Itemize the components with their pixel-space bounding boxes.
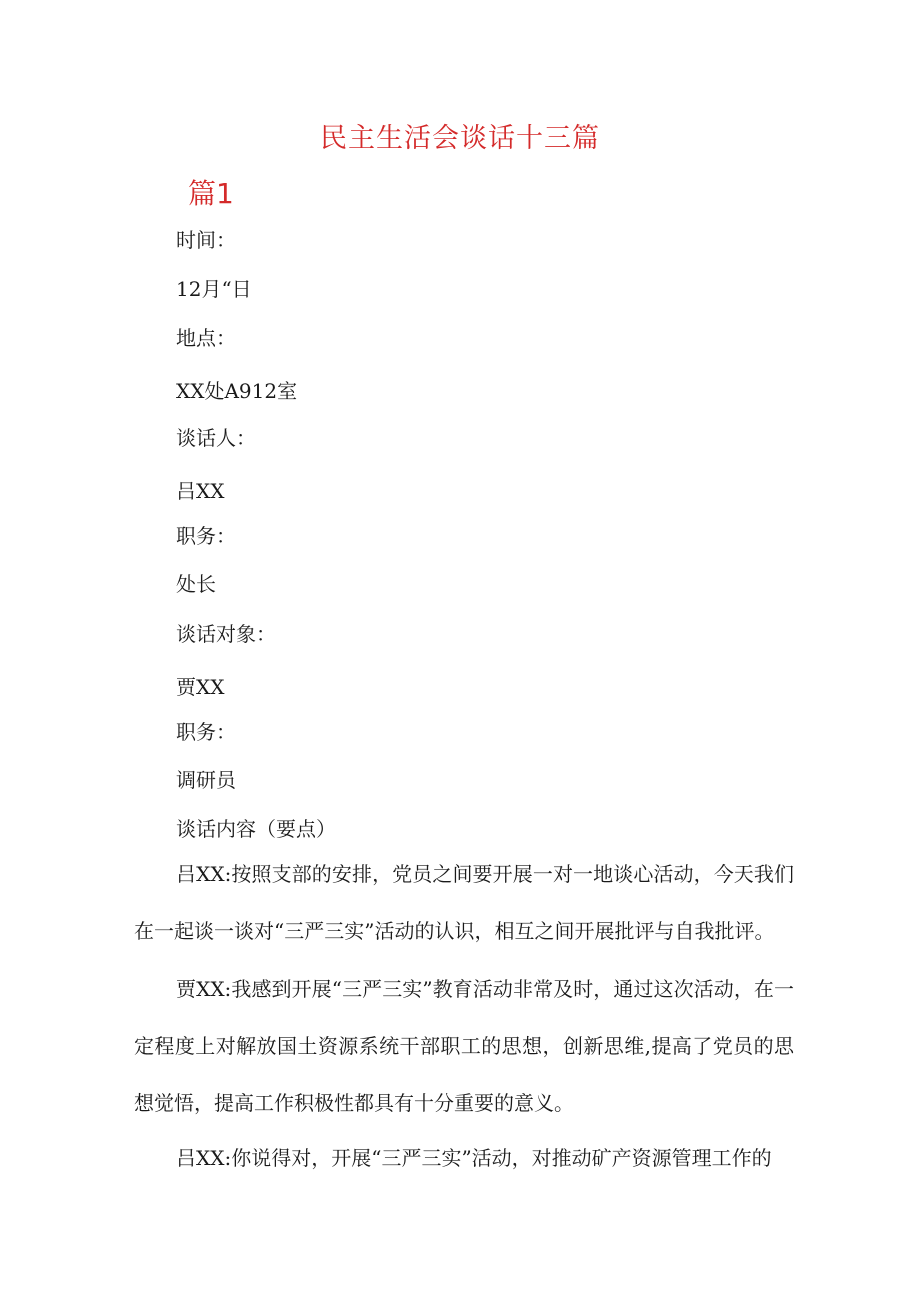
- field-place-value: XX处A912室: [176, 379, 298, 403]
- field-speaker-value: 吕XX: [176, 479, 225, 503]
- field-content-label: 谈话内容（要点）: [176, 817, 336, 841]
- dialogue-speaker: 吕XX:: [176, 1146, 232, 1170]
- dialogue-text: 你说得对，开展“三严三实”活动，对推动矿产资源管理工作的: [231, 1146, 772, 1170]
- section-heading: 篇1: [188, 177, 234, 210]
- dialogue-paragraph: [134, 961, 794, 1132]
- dialogue-speaker: 贾XX:: [176, 977, 232, 1001]
- field-speaker-title-value: 处长: [176, 572, 216, 596]
- document-title: 民主生活会谈话十三篇: [320, 123, 600, 154]
- dialogue-speaker: 吕XX:: [176, 862, 232, 886]
- field-speaker-label: 谈话人：: [176, 426, 256, 450]
- dialogue-paragraph: [134, 1130, 794, 1187]
- field-time-label: 时间：: [176, 228, 236, 252]
- field-subject-title-label: 职务：: [176, 720, 236, 744]
- field-speaker-title-label: 职务：: [176, 524, 236, 548]
- dialogue-text: 我感到开展“三严三实”教育活动非常及时，通过这次活动，在一定程度上对解放国土资源系统干部职工的思想，创新思维,提高了党员的思想觉悟，提高工作积极性都具有十分重要的意义。: [134, 977, 794, 1115]
- field-subject-title-value: 调研员: [176, 768, 236, 792]
- dialogue-text: 按照支部的安排，党员之间要开展一对一地谈心活动，今天我们在一起谈一谈对“三严三实”活动的认识，相互之间开展批评与自我批评。: [134, 862, 794, 943]
- dialogue-paragraph: [134, 846, 794, 960]
- field-place-label: 地点：: [176, 326, 236, 350]
- field-subject-value: 贾XX: [176, 675, 225, 699]
- field-time-value: 12月“日: [176, 277, 252, 301]
- field-subject-label: 谈话对象：: [176, 622, 276, 646]
